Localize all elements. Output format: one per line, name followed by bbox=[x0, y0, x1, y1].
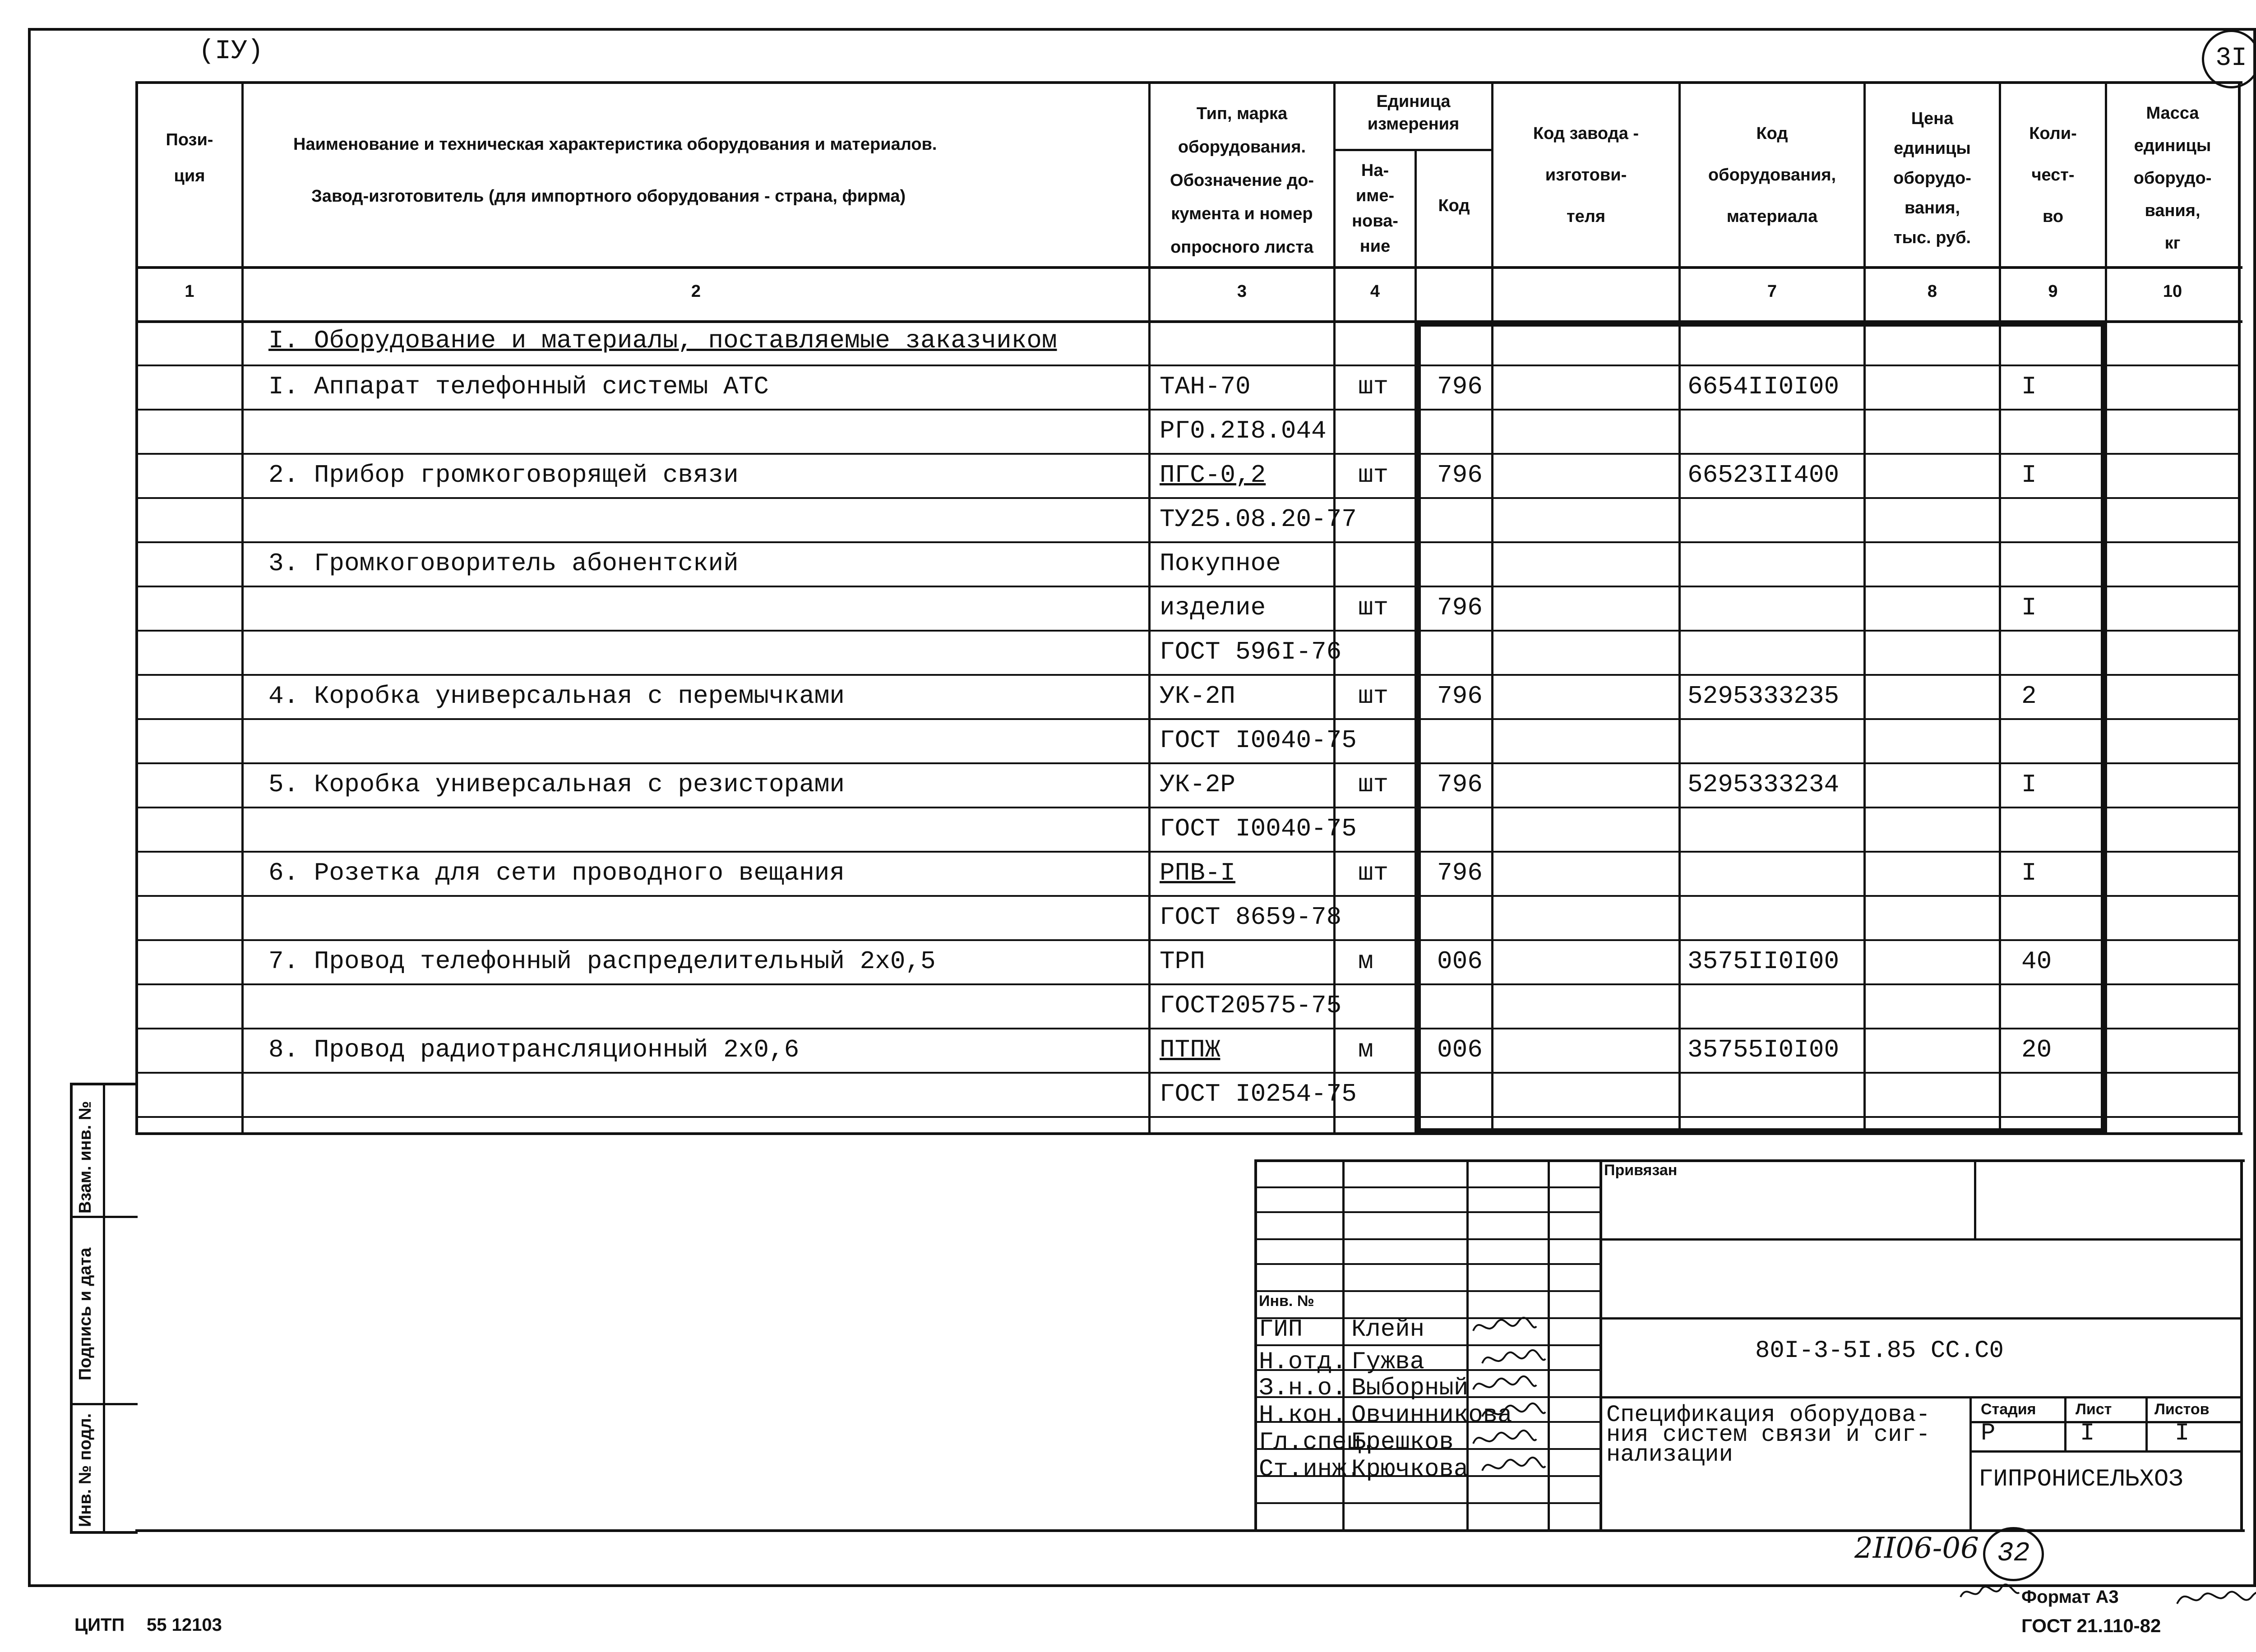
row-unit: шт bbox=[1358, 858, 1389, 887]
col-number: 2 bbox=[691, 282, 701, 301]
row-line bbox=[135, 409, 2240, 411]
document-title: Спецификация оборудова- ния систем связи и сиг- нализации bbox=[1606, 1402, 1930, 1468]
standard-label: ГОСТ 21.110-82 bbox=[2021, 1615, 2161, 1636]
tb-grid-row-line bbox=[1254, 1290, 1602, 1292]
row-line bbox=[135, 762, 2240, 764]
bound-label: Привязан bbox=[1604, 1162, 1678, 1179]
staff-role: ГИП bbox=[1259, 1316, 1303, 1343]
row-name: 2. Прибор громкоговорящей связи bbox=[268, 461, 739, 489]
staff-signature bbox=[1480, 1345, 1548, 1372]
tb-grid-row-line bbox=[1254, 1263, 1602, 1265]
staff-name: Гужва bbox=[1351, 1348, 1425, 1376]
footer-number: 55 12103 bbox=[147, 1615, 222, 1635]
row-type: ПГС-0,2 bbox=[1160, 461, 1266, 489]
sheet-value: I bbox=[2080, 1420, 2095, 1447]
corner-mark: (IУ) bbox=[199, 36, 264, 67]
staff-signature bbox=[1471, 1371, 1539, 1398]
footer-org: ЦИТП bbox=[74, 1615, 125, 1635]
tb-right-line bbox=[2240, 1159, 2243, 1532]
signature-footer-right bbox=[2175, 1581, 2256, 1617]
side-stamp-divider bbox=[103, 1083, 105, 1534]
col-line bbox=[135, 81, 138, 1135]
row-line bbox=[135, 851, 2240, 853]
row-type: ТРП bbox=[1160, 947, 1205, 976]
row-name: 6. Розетка для сети проводного вещания bbox=[268, 858, 845, 887]
col-number: 9 bbox=[2048, 282, 2058, 301]
tb-grid-line bbox=[2145, 1396, 2148, 1450]
header-position: Пози- ция bbox=[166, 130, 213, 185]
staff-name: Крючкова bbox=[1351, 1456, 1469, 1483]
side-stamp-line bbox=[70, 1403, 138, 1405]
row-line bbox=[135, 1072, 2240, 1074]
header-quantity: Коли- чест- во bbox=[2029, 124, 2077, 226]
tb-grid-row-line bbox=[1254, 1344, 1602, 1346]
tb-line bbox=[1969, 1450, 2242, 1453]
row-type: ТУ25.08.20-77 bbox=[1160, 505, 1357, 534]
tb-grid-row-line bbox=[1254, 1211, 1602, 1213]
tb-grid-row-line bbox=[1254, 1502, 1602, 1504]
staff-signature bbox=[1480, 1453, 1548, 1480]
header-equipment-code: Код оборудования, материала bbox=[1708, 124, 1836, 226]
header-name-line2: Завод-изготовитель (для импортного оборудования - страна, фирма) bbox=[311, 187, 906, 206]
staff-role: Ст.инж. bbox=[1259, 1456, 1361, 1483]
col-number: 4 bbox=[1370, 282, 1380, 301]
side-label-signature: Подпись и дата bbox=[76, 1247, 95, 1380]
header-manufacturer-code: Код завода - изготови- теля bbox=[1533, 124, 1639, 226]
row-unit-code: 796 bbox=[1437, 858, 1483, 887]
thick-region bbox=[1417, 323, 2105, 1132]
row-unit-code: 796 bbox=[1437, 461, 1483, 489]
row-name: 7. Провод телефонный распределительный 2х0,5 bbox=[268, 947, 936, 976]
row-line bbox=[135, 1028, 2240, 1029]
format-label: Формат А3 bbox=[2021, 1587, 2119, 1607]
row-line bbox=[135, 586, 2240, 587]
staff-name: Выборный bbox=[1351, 1375, 1469, 1402]
row-type: ГОСТ 596I-76 bbox=[1160, 637, 1342, 666]
sheets-value: I bbox=[2175, 1420, 2190, 1447]
tb-grid-line bbox=[1969, 1396, 1972, 1532]
row-line bbox=[135, 1116, 2240, 1118]
tb-grid-row-line bbox=[1254, 1317, 1602, 1319]
row-equipment-code: 66523II400 bbox=[1687, 461, 1840, 489]
row-unit-code: 796 bbox=[1437, 372, 1483, 401]
col-number: 1 bbox=[185, 282, 194, 301]
row-type: ГОСТ20575-75 bbox=[1160, 991, 1342, 1020]
row-equipment-code: 6654II0I00 bbox=[1687, 372, 1840, 401]
staff-role: Гл.спец. bbox=[1259, 1429, 1376, 1456]
row-unit: шт bbox=[1358, 372, 1389, 401]
row-unit: шт bbox=[1358, 461, 1389, 489]
row-unit-code: 006 bbox=[1437, 1035, 1483, 1064]
header-mass: Масса единицы оборудо- вания, кг bbox=[2133, 104, 2212, 253]
row-type: изделие bbox=[1160, 593, 1266, 622]
unit-group-line bbox=[1333, 149, 1491, 151]
row-name: 4. Коробка универсальная с перемычками bbox=[268, 682, 845, 711]
row-type: УК-2П bbox=[1160, 682, 1236, 711]
sheet-number-badge: 3I bbox=[2202, 30, 2256, 88]
sheets-label: Листов bbox=[2154, 1401, 2210, 1418]
signature-footer-left bbox=[1958, 1579, 2021, 1606]
staff-signature bbox=[1471, 1426, 1539, 1453]
row-quantity: I bbox=[2021, 858, 2037, 887]
row-line bbox=[135, 453, 2240, 455]
staff-signature bbox=[1480, 1398, 1548, 1426]
tb-top-line bbox=[1254, 1159, 2245, 1162]
row-type: РПВ-I bbox=[1160, 858, 1236, 887]
row-type: Покупное bbox=[1160, 549, 1281, 578]
row-unit-code: 796 bbox=[1437, 770, 1483, 799]
row-equipment-code: 5295333234 bbox=[1687, 770, 1840, 799]
row-name: 5. Коробка универсальная с резисторами bbox=[268, 770, 845, 799]
stage-value: Р bbox=[1981, 1420, 1996, 1447]
row-unit: м bbox=[1358, 947, 1373, 976]
row-unit: шт bbox=[1358, 682, 1389, 711]
row-type: ПТПЖ bbox=[1160, 1035, 1220, 1064]
row-name: 8. Провод радиотрансляционный 2х0,6 bbox=[268, 1035, 800, 1064]
side-stamp-line bbox=[70, 1216, 138, 1218]
header-name-line1: Наименование и техническая характеристика оборудования и материалов. bbox=[293, 135, 937, 154]
staff-role: Н.кон. bbox=[1259, 1402, 1347, 1429]
row-quantity: I bbox=[2021, 372, 2037, 401]
row-unit: шт bbox=[1358, 770, 1389, 799]
row-type: РГ0.2I8.044 bbox=[1160, 416, 1327, 445]
row-quantity: I bbox=[2021, 593, 2037, 622]
header-unit-name: На- име- нова- ние bbox=[1352, 161, 1398, 256]
row-line bbox=[135, 939, 2240, 941]
col-number: 10 bbox=[2163, 282, 2182, 301]
row-line bbox=[135, 365, 2240, 366]
header-unit-group: Единица измерения bbox=[1367, 92, 1460, 134]
col-line bbox=[2238, 81, 2241, 1135]
stage-label: Стадия bbox=[1981, 1401, 2036, 1418]
staff-name: Овчинникова bbox=[1351, 1402, 1512, 1429]
row-equipment-code: 3575II0I00 bbox=[1687, 947, 1840, 976]
tb-line bbox=[1600, 1238, 2242, 1241]
row-unit: шт bbox=[1358, 593, 1389, 622]
col-number: 8 bbox=[1927, 282, 1937, 301]
row-type: ГОСТ I0254-75 bbox=[1160, 1080, 1357, 1108]
page-circle: 32 bbox=[1983, 1527, 2044, 1581]
tb-grid-line bbox=[1974, 1159, 1976, 1238]
row-line bbox=[135, 895, 2240, 897]
row-equipment-code: 35755I0I00 bbox=[1687, 1035, 1840, 1064]
sheet-label: Лист bbox=[2076, 1401, 2112, 1418]
row-quantity: 40 bbox=[2021, 947, 2052, 976]
row-type: ГОСТ I0040-75 bbox=[1160, 726, 1357, 755]
organization-name: ГИПРОНИСЕЛЬХОЗ bbox=[1979, 1466, 2183, 1493]
row-line bbox=[135, 674, 2240, 676]
staff-role: З.н.о. bbox=[1259, 1375, 1347, 1402]
row-type: ГОСТ I0040-75 bbox=[1160, 814, 1357, 843]
table-top-line bbox=[135, 81, 2242, 84]
col-number: 7 bbox=[1767, 282, 1777, 301]
row-type: УК-2Р bbox=[1160, 770, 1236, 799]
row-unit-code: 796 bbox=[1437, 682, 1483, 711]
row-type: ТАН-70 bbox=[1160, 372, 1251, 401]
row-quantity: 2 bbox=[2021, 682, 2037, 711]
archive-number: 2II06-06 bbox=[1854, 1532, 1979, 1565]
tb-line bbox=[1600, 1317, 2242, 1320]
section-title: I. Оборудование и материалы, поставляемые заказчиком bbox=[268, 326, 1057, 355]
document-code: 80I-3-5I.85 СС.С0 bbox=[1755, 1337, 2004, 1365]
row-quantity: 20 bbox=[2021, 1035, 2052, 1064]
tb-grid-row-line bbox=[1254, 1186, 1602, 1188]
row-unit-code: 796 bbox=[1437, 593, 1483, 622]
row-quantity: I bbox=[2021, 770, 2037, 799]
row-name: 3. Громкоговоритель абонентский bbox=[268, 549, 739, 578]
table-bottom-line bbox=[135, 1132, 2242, 1135]
header-price: Цена единицы оборудо- вания, тыс. руб. bbox=[1893, 109, 1971, 247]
staff-signature bbox=[1471, 1313, 1539, 1340]
tb-line bbox=[1969, 1421, 2242, 1423]
row-unit-code: 006 bbox=[1437, 947, 1483, 976]
row-line bbox=[135, 630, 2240, 632]
side-label-inv: Инв. № подл. bbox=[76, 1413, 95, 1527]
staff-name: Брешков bbox=[1351, 1429, 1454, 1456]
row-line bbox=[135, 983, 2240, 985]
row-type: ГОСТ 8659-78 bbox=[1160, 903, 1342, 932]
row-name: I. Аппарат телефонный системы АТС bbox=[268, 372, 769, 401]
header-unit-code: Код bbox=[1438, 196, 1470, 215]
row-unit: м bbox=[1358, 1035, 1373, 1064]
tb-grid-line bbox=[2064, 1396, 2066, 1450]
row-equipment-code: 5295333235 bbox=[1687, 682, 1840, 711]
staff-role: Н.отд. bbox=[1259, 1348, 1347, 1376]
header-type: Тип, марка оборудования. Обозначение до- кумента и номер опросного листа bbox=[1170, 104, 1314, 257]
side-label-replacement: Взам. инв. № bbox=[76, 1101, 95, 1214]
row-line bbox=[135, 497, 2240, 499]
tb-grid-row-line bbox=[1254, 1238, 1602, 1240]
inv-label: Инв. № bbox=[1259, 1292, 1314, 1310]
row-line bbox=[135, 807, 2240, 808]
header-bottom-line bbox=[135, 266, 2242, 269]
col-number: 3 bbox=[1237, 282, 1247, 301]
row-quantity: I bbox=[2021, 461, 2037, 489]
staff-name: Клейн bbox=[1351, 1316, 1425, 1343]
col-line bbox=[241, 81, 244, 1135]
row-line bbox=[135, 541, 2240, 543]
row-line bbox=[135, 718, 2240, 720]
